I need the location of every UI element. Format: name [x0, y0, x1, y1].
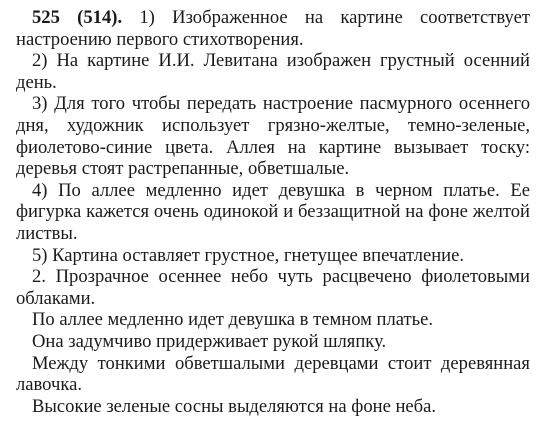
paragraph-1	[16, 7, 530, 50]
paragraph-9: Между тонкими обветшалыми деревцами стоит деревянная лавочка.	[16, 352, 530, 396]
paragraph-8: Она задумчиво придерживает рукой шляпку.	[32, 330, 387, 352]
paragraph-7: По аллее медленно идет девушка в темном платье.	[32, 309, 434, 331]
paragraph-10: Высокие зеленые сосны выделяются на фоне неба.	[32, 395, 437, 417]
exercise-number: 525 (514).	[32, 7, 123, 28]
paragraph-1-text: 1) Изображенное на картине соответствует настроению первого стихотворения.	[16, 7, 530, 50]
paragraph-4: 4) По аллее медленно идет девушка в черном платье. Ее фигурка кажется очень одинокой и беззащитной на фоне желтой листвы.	[16, 179, 530, 244]
paragraph-2: 2) На картине И.И. Левитана изображен грустный осенний день.	[16, 50, 530, 93]
paragraph-5: 5) Картина оставляет грустное, гнетущее впечатление.	[32, 244, 465, 266]
paragraph-6: 2. Прозрачное осеннее небо чуть расцвечено фиолетовыми облаками.	[16, 266, 530, 309]
paragraph-3: 3) Для того чтобы передать настроение пасмурного осеннего дня, художник использует грязно-желтые, темно-зеленые, фиолетово-синие цвета. Аллея на картине вызывает тоску: деревья стоят растрепанные, обветшалые.	[16, 93, 530, 180]
